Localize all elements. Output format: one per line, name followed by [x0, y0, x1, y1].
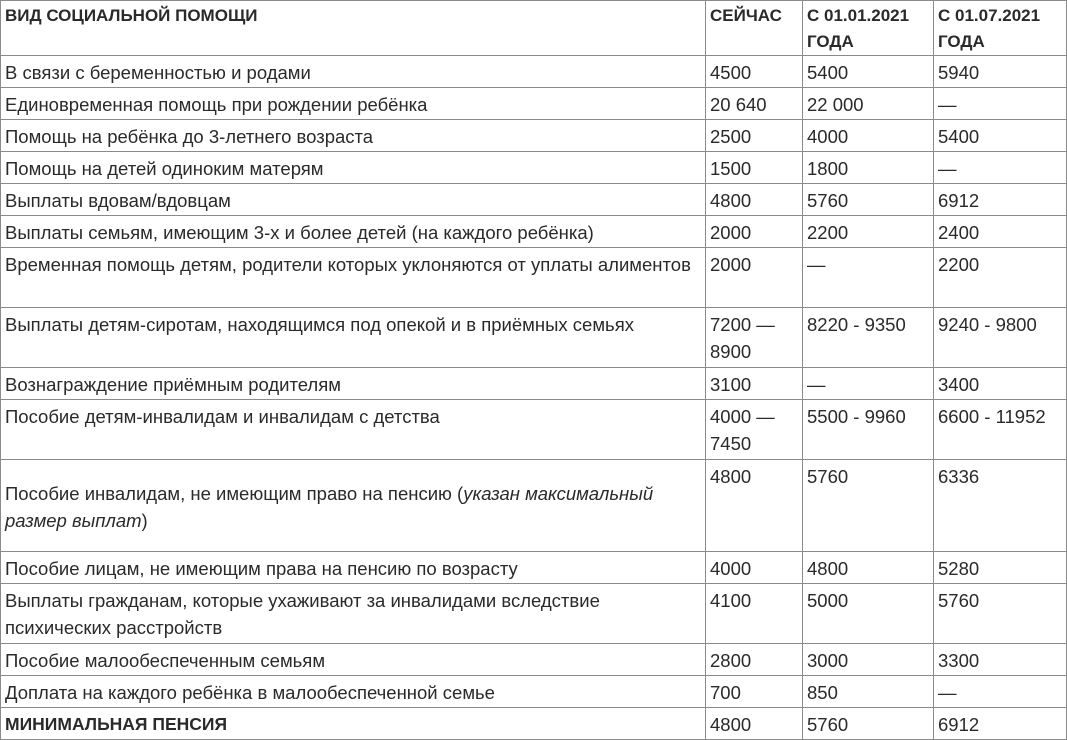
- row-now: 2500: [706, 120, 803, 152]
- table-row: [1, 552, 1067, 584]
- row-now: 4500: [706, 56, 803, 88]
- row-now: 4100: [706, 584, 803, 644]
- row-jan: 5500 - 9960: [803, 400, 934, 460]
- row-jan: 3000: [803, 644, 934, 676]
- row-name: Пособие детям-инвалидам и инвалидам с детства: [1, 400, 706, 460]
- table-row: [1, 152, 1067, 184]
- row-now: 700: [706, 676, 803, 708]
- row-name: МИНИМАЛЬНАЯ ПЕНСИЯ: [1, 708, 706, 740]
- row-jan: 5760: [803, 184, 934, 216]
- row-name-italic: указан максимальный размер выплат: [5, 483, 654, 531]
- row-jul: 5400: [934, 120, 1067, 152]
- table-row: [1, 184, 1067, 216]
- row-now: 4800: [706, 708, 803, 740]
- header-jul: С 01.07.2021 ГОДА: [934, 1, 1067, 56]
- table-row: [1, 400, 1067, 460]
- table-row: [1, 644, 1067, 676]
- row-name: [1, 460, 706, 552]
- row-jul: 3300: [934, 644, 1067, 676]
- row-jul: 5280: [934, 552, 1067, 584]
- header-jan: С 01.01.2021 ГОДА: [803, 1, 934, 56]
- row-jan: 4800: [803, 552, 934, 584]
- row-jan: 850: [803, 676, 934, 708]
- row-name-prefix: Пособие инвалидам, не имеющим право на пенсию (: [5, 483, 464, 504]
- row-name: Временная помощь детям, родители которых уклоняются от уплаты алиментов: [1, 248, 706, 308]
- row-jul: 6912: [934, 708, 1067, 740]
- row-jan: 4000: [803, 120, 934, 152]
- row-jan: 5400: [803, 56, 934, 88]
- row-now: 4800: [706, 460, 803, 552]
- row-now: 2000: [706, 248, 803, 308]
- table-row: [1, 88, 1067, 120]
- row-jan: 5760: [803, 460, 934, 552]
- header-now: СЕЙЧАС: [706, 1, 803, 56]
- row-jul: 6912: [934, 184, 1067, 216]
- row-jan: 22 000: [803, 88, 934, 120]
- row-now: 4800: [706, 184, 803, 216]
- row-now: 2000: [706, 216, 803, 248]
- table-row: [1, 56, 1067, 88]
- row-jul: 6600 - 11952: [934, 400, 1067, 460]
- row-name: Помощь на детей одиноким матерям: [1, 152, 706, 184]
- row-name: Доплата на каждого ребёнка в малообеспеченной семье: [1, 676, 706, 708]
- row-jul: —: [934, 676, 1067, 708]
- row-jan: 2200: [803, 216, 934, 248]
- row-jul: 5940: [934, 56, 1067, 88]
- row-name: В связи с беременностью и родами: [1, 56, 706, 88]
- row-name-suffix: ): [141, 510, 148, 531]
- row-now: 1500: [706, 152, 803, 184]
- row-jul: 9240 - 9800: [934, 308, 1067, 368]
- row-now: 2800: [706, 644, 803, 676]
- row-now: 4000 — 7450: [706, 400, 803, 460]
- table-row: [1, 676, 1067, 708]
- table-row: [1, 248, 1067, 308]
- header-type: ВИД СОЦИАЛЬНОЙ ПОМОЩИ: [1, 1, 706, 56]
- row-name: Выплаты семьям, имеющим 3-х и более детей (на каждого ребёнка): [1, 216, 706, 248]
- row-jan: 5760: [803, 708, 934, 740]
- row-name: Помощь на ребёнка до 3-летнего возраста: [1, 120, 706, 152]
- table-header-row: [1, 1, 1067, 56]
- table-row: [1, 216, 1067, 248]
- row-jan: —: [803, 368, 934, 400]
- table-row: [1, 584, 1067, 644]
- table-row: [1, 368, 1067, 400]
- row-name: Выплаты гражданам, которые ухаживают за инвалидами вследствие психических расстройств: [1, 584, 706, 644]
- row-now: 20 640: [706, 88, 803, 120]
- row-now: 3100: [706, 368, 803, 400]
- row-jul: 2200: [934, 248, 1067, 308]
- row-name: Выплаты детям-сиротам, находящимся под опекой и в приёмных семьях: [1, 308, 706, 368]
- row-name: Пособие малообеспеченным семьям: [1, 644, 706, 676]
- row-name: Вознаграждение приёмным родителям: [1, 368, 706, 400]
- row-name: Выплаты вдовам/вдовцам: [1, 184, 706, 216]
- row-jul: 6336: [934, 460, 1067, 552]
- table-row: [1, 460, 1067, 552]
- row-jul: 5760: [934, 584, 1067, 644]
- row-jul: 2400: [934, 216, 1067, 248]
- row-now: 7200 — 8900: [706, 308, 803, 368]
- row-name: Пособие лицам, не имеющим права на пенсию по возрасту: [1, 552, 706, 584]
- row-jul: —: [934, 152, 1067, 184]
- row-jul: 3400: [934, 368, 1067, 400]
- row-jan: 5000: [803, 584, 934, 644]
- row-jul: —: [934, 88, 1067, 120]
- row-jan: 8220 - 9350: [803, 308, 934, 368]
- row-jan: 1800: [803, 152, 934, 184]
- row-now: 4000: [706, 552, 803, 584]
- table-row: [1, 308, 1067, 368]
- row-name: Единовременная помощь при рождении ребёнка: [1, 88, 706, 120]
- table-row: [1, 120, 1067, 152]
- row-jan: —: [803, 248, 934, 308]
